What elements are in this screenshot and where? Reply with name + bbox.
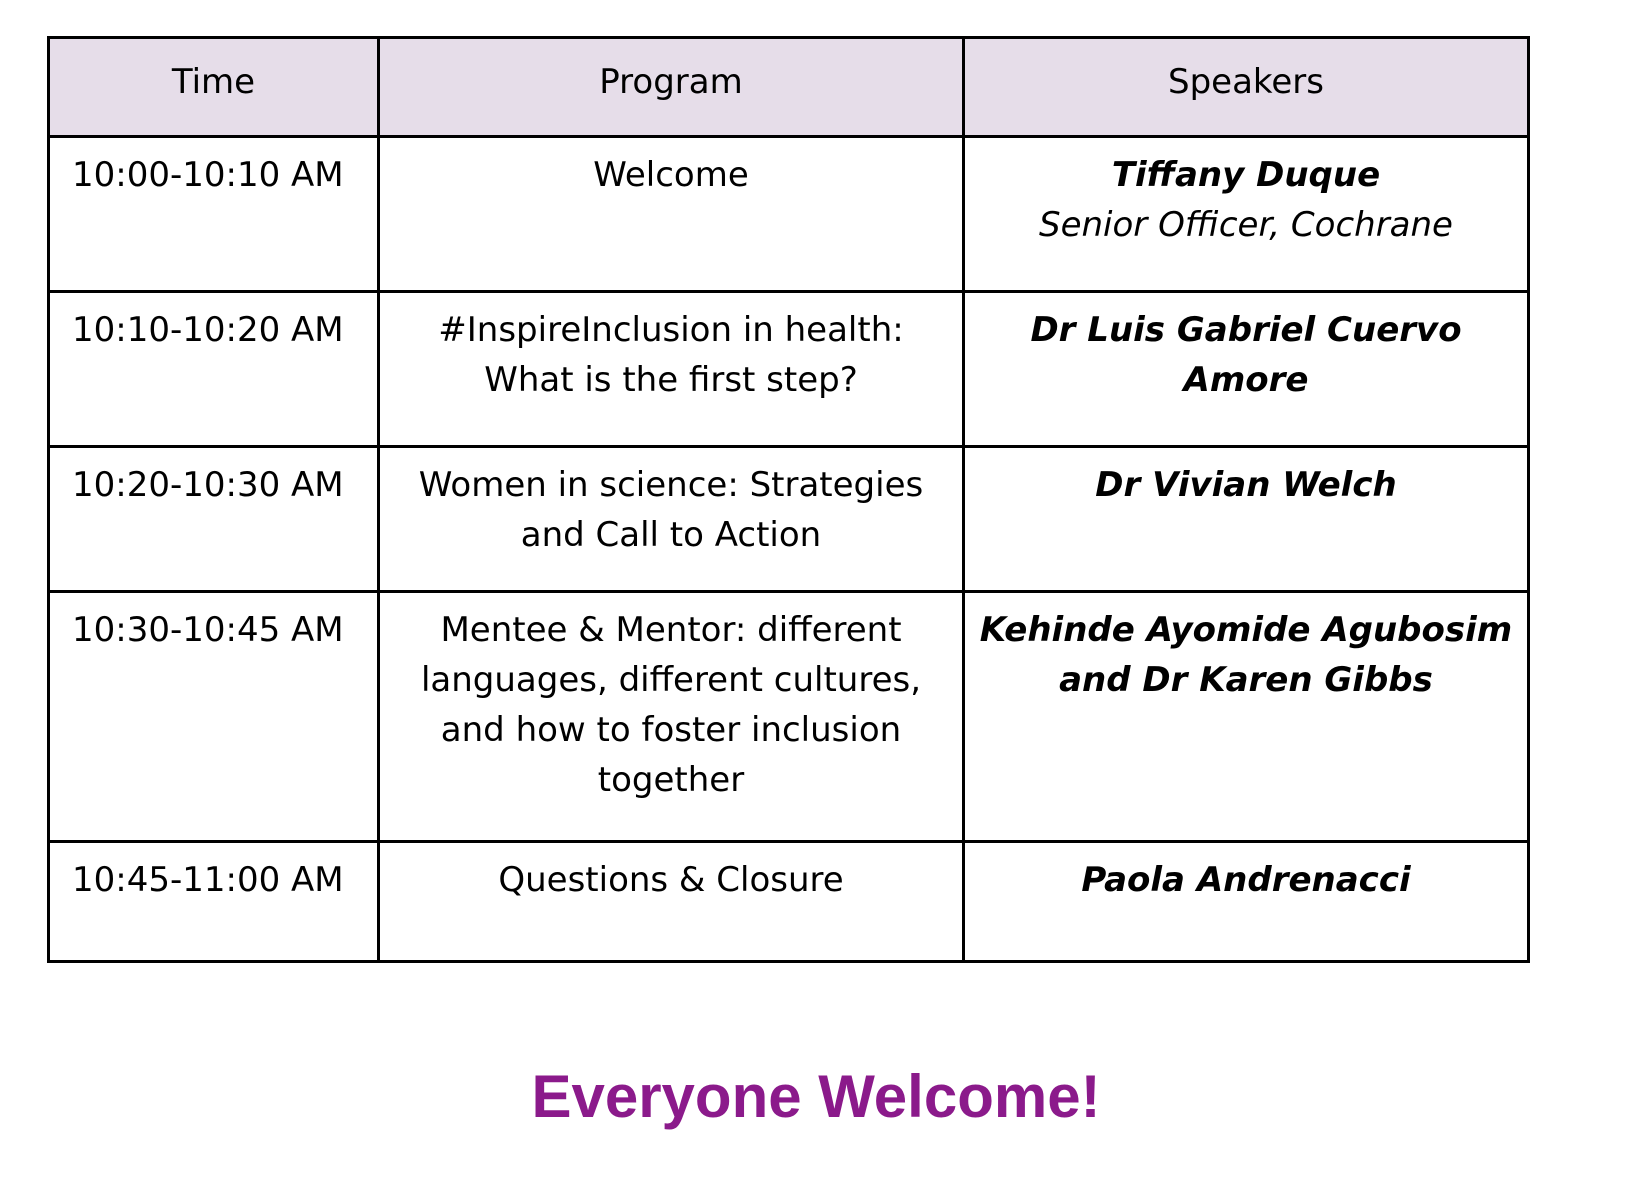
program-line: and how to foster inclusion xyxy=(440,710,902,750)
program-cell xyxy=(379,292,964,447)
speaker-cell xyxy=(964,592,1529,842)
header-speakers: Speakers xyxy=(964,38,1529,137)
program-line: Welcome xyxy=(593,155,749,195)
speaker-cell xyxy=(964,447,1529,592)
program-line: What is the first step? xyxy=(484,360,858,400)
speaker-name: Tiffany Duque xyxy=(1111,155,1381,195)
table-header xyxy=(49,38,1529,137)
program-cell xyxy=(379,842,964,962)
program-line: #InspireInclusion in health: xyxy=(438,310,904,350)
program-line: together xyxy=(597,760,745,800)
table-row xyxy=(49,137,1529,292)
program-line: languages, different cultures, xyxy=(420,660,922,700)
speaker-name: Paola Andrenacci xyxy=(1081,860,1411,900)
time-cell: 10:30-10:45 AM xyxy=(49,592,379,842)
header-row xyxy=(49,38,1529,137)
speaker-cell xyxy=(964,137,1529,292)
table-row xyxy=(49,592,1529,842)
time-cell: 10:45-11:00 AM xyxy=(49,842,379,962)
program-line: Women in science: Strategies xyxy=(418,465,924,505)
program-cell xyxy=(379,592,964,842)
speaker-name: Kehinde Ayomide Agubosim xyxy=(979,610,1513,650)
agenda-table xyxy=(47,36,1530,963)
speaker-name: and Dr Karen Gibbs xyxy=(1059,660,1433,700)
time-cell: 10:10-10:20 AM xyxy=(49,292,379,447)
program-cell xyxy=(379,137,964,292)
header-time: Time xyxy=(49,38,379,137)
table-row xyxy=(49,292,1529,447)
program-line: Questions & Closure xyxy=(498,860,844,900)
speaker-name: Dr Luis Gabriel Cuervo Amore xyxy=(1030,310,1462,400)
footer-welcome-text: Everyone Welcome! xyxy=(531,1063,1101,1130)
time-cell: 10:20-10:30 AM xyxy=(49,447,379,592)
table-row xyxy=(49,447,1529,592)
speaker-cell xyxy=(964,842,1529,962)
program-line: and Call to Action xyxy=(520,515,822,555)
program-cell xyxy=(379,447,964,592)
header-program: Program xyxy=(379,38,964,137)
table-body xyxy=(49,137,1529,962)
speaker-cell xyxy=(964,292,1529,447)
table-row xyxy=(49,842,1529,962)
speaker-role: Senior Officer, Cochrane xyxy=(1039,205,1453,245)
time-cell: 10:00-10:10 AM xyxy=(49,137,379,292)
speaker-name: Dr Vivian Welch xyxy=(1095,465,1397,505)
program-line: Mentee & Mentor: different xyxy=(440,610,902,650)
